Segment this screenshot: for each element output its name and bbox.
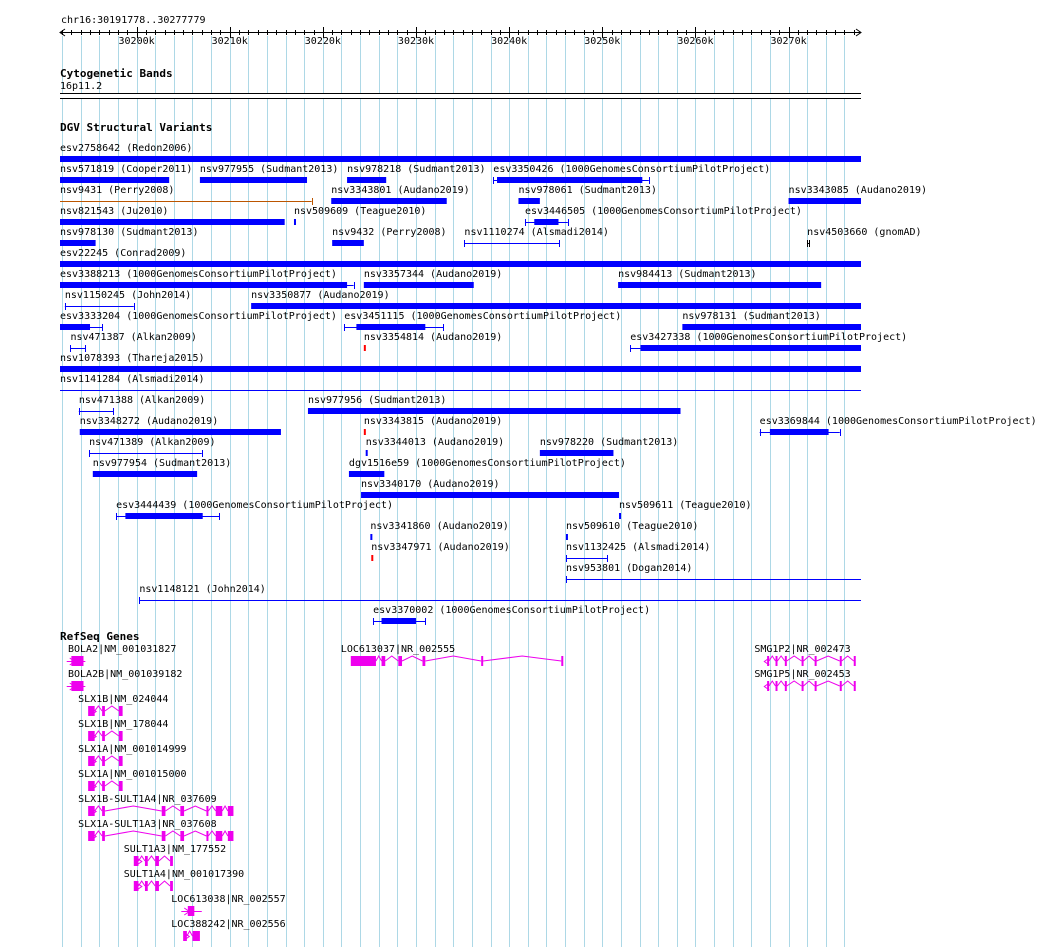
refseq-exon [854,656,856,666]
dgv-feature-label: esv3370002 (1000GenomesConsortiumPilotProject) [373,605,651,616]
refseq-gene[interactable] [0,879,890,893]
refseq-gene[interactable] [0,829,890,843]
refseq-intron [165,831,180,836]
refseq-intron [95,781,102,786]
dgv-feature[interactable] [0,470,890,480]
refseq-exon [776,681,778,691]
refseq-gene-label: SLX1B-SULT1A4|NR_037609 [78,794,217,805]
dgv-bar [60,156,861,162]
dgv-feature-label: esv3446505 (1000GenomesConsortiumPilotProject) [524,206,802,217]
refseq-intron [95,831,102,836]
dgv-feature-label: nsv1150245 (John2014) [64,290,192,301]
refseq-exon [228,831,234,841]
ruler-tick-label: 30210k [211,36,248,47]
refseq-gene[interactable] [0,779,890,793]
dgv-feature-label: nsv3340170 (Audano2019) [361,479,500,490]
dgv-feature-label: nsv978218 (Sudmant2013) [347,164,486,175]
dgv-feature-label: nsv977954 (Sudmant2013) [92,458,232,469]
refseq-intron [787,681,802,686]
dgv-track-title[interactable]: DGV Structural Variants [60,121,213,134]
refseq-intron [95,756,102,761]
refseq-intron [208,806,215,811]
ruler-tick-label: 30220k [304,36,341,47]
dgv-feature-label: nsv3348272 (Audano2019) [79,416,219,427]
dgv-bar [60,366,861,372]
refseq-exon [119,706,123,716]
refseq-exon [192,931,199,941]
refseq-intron [95,806,102,811]
dgv-feature-label: dgv1516e59 (1000GenomesConsortiumPilotProject) [348,458,626,469]
refseq-intron [777,656,784,661]
refseq-exon [802,656,804,666]
dgv-bar [294,219,296,225]
dgv-feature-label: nsv3343085 (Audano2019) [788,185,928,196]
dgv-feature-label: nsv9431 (Perry2008) [60,185,175,196]
refseq-intron [105,706,119,711]
refseq-intron [816,656,839,661]
dgv-bar [366,450,368,456]
refseq-gene[interactable] [0,679,890,693]
dgv-feature-label: nsv471389 (Alkan2009) [89,437,216,448]
refseq-intron [105,781,119,786]
refseq-exon [145,881,148,891]
dgv-feature-label: nsv509611 (Teague2010) [619,500,752,511]
dgv-feature-label: nsv4503660 (gnomAD) [807,227,922,238]
refseq-intron [777,681,784,686]
refseq-exon [776,656,778,666]
ruler-tick-label: 30260k [677,36,714,47]
dgv-feature-label: nsv978130 (Sudmant2013) [60,227,199,238]
refseq-exon [785,681,787,691]
dgv-feature-label: nsv977956 (Sudmant2013) [307,395,447,406]
refseq-gene[interactable] [0,754,890,768]
refseq-exon [815,681,817,691]
refseq-intron [148,856,155,861]
dgv-feature-label: nsv3350877 (Audano2019) [251,290,390,301]
refseq-exon [170,856,173,866]
refseq-intron [105,831,162,836]
refseq-exon [102,831,105,841]
dgv-feature[interactable] [0,302,890,312]
dgv-feature-label: nsv9432 (Perry2008) [332,227,447,238]
dgv-feature-label: nsv3341860 (Audano2019) [370,521,509,532]
refseq-exon [119,781,123,791]
dgv-bar [371,555,373,561]
refseq-gene-label: LOC388242|NR_002556 [171,919,286,930]
dgv-feature-label: esv22245 (Conrad2009) [60,248,187,259]
refseq-intron [95,706,102,711]
refseq-exon [216,831,223,841]
dgv-feature-label: esv3388213 (1000GenomesConsortiumPilotProject) [60,269,337,280]
refseq-gene-label: BOLA2|NM_001031827 [68,644,177,655]
refseq-exon [206,831,208,841]
dgv-bar [361,492,619,498]
dgv-bar [125,513,202,519]
dgv-feature-label: nsv984413 (Sudmant2013) [618,269,757,280]
dgv-feature-label: esv3369844 (1000GenomesConsortiumPilotProject) [759,416,1037,427]
dgv-feature-label: esv3350426 (1000GenomesConsortiumPilotProject) [493,164,771,175]
refseq-intron [159,881,170,886]
refseq-intron [184,831,206,836]
ruler-tick-label: 30250k [584,36,621,47]
dgv-feature-label: esv3451115 (1000GenomesConsortiumPilotProject) [344,311,622,322]
refseq-exon [119,756,123,766]
dgv-feature-label: nsv977955 (Sudmant2013) [199,164,339,175]
refseq-gene-label: SLX1A|NM_001014999 [78,744,187,755]
dgv-feature-label: nsv3354814 (Audano2019) [363,332,503,343]
dgv-feature[interactable] [0,197,890,207]
refseq-gene[interactable] [0,704,890,718]
refseq-gene-label: LOC613038|NR_002557 [171,894,286,905]
refseq-intron [165,806,180,811]
dgv-feature-label: nsv953801 (Dogan2014) [565,563,693,574]
refseq-exon [162,806,166,816]
ruler-tick-label: 30200k [118,36,155,47]
refseq-exon [206,806,208,816]
refseq-exon [102,731,105,741]
refseq-intron [159,856,170,861]
dgv-bar [364,282,474,288]
refseq-gene-label: SMG1P5|NR_002453 [754,669,851,680]
refseq-exon [815,656,817,666]
refseq-exon [162,831,166,841]
refseq-exon [102,706,105,716]
refseq-intron [842,656,854,661]
dgv-feature-label: nsv3347971 (Audano2019) [371,542,510,553]
refseq-gene-label: SMG1P2|NR_002473 [754,644,851,655]
refseq-exon [840,656,842,666]
refseq-exon [802,681,804,691]
refseq-intron [222,806,228,811]
refseq-gene[interactable] [0,729,890,743]
dgv-feature-label: nsv3357344 (Audano2019) [363,269,503,280]
refseq-intron [803,681,814,686]
refseq-gene-label: SLX1A|NM_001015000 [78,769,187,780]
ruler-tick-label: 30240k [491,36,528,47]
refseq-exon [180,806,184,816]
refseq-gene-label: BOLA2B|NM_001039182 [68,669,183,680]
dgv-feature-label: nsv509609 (Teague2010) [293,206,427,217]
refseq-exon [854,681,856,691]
dgv-feature-label: nsv978061 (Sudmant2013) [518,185,657,196]
dgv-feature-label: nsv3344013 (Audano2019) [365,437,505,448]
range-label: chr16:30191778..30277779 [61,15,206,26]
dgv-feature-label: nsv471387 (Alkan2009) [70,332,197,343]
dgv-bar [60,261,861,267]
refseq-gene-label: SULT1A3|NM_177552 [123,844,227,855]
refseq-exon [840,681,842,691]
refseq-gene-label: SLX1B|NM_178044 [78,719,169,730]
refseq-exon [785,656,787,666]
dgv-bar [332,240,364,246]
refseq-exon [180,831,184,841]
refseq-exon [155,881,159,891]
refseq-gene[interactable] [0,854,890,868]
dgv-feature-label: nsv471388 (Alkan2009) [78,395,206,406]
dgv-feature-label: esv3427338 (1000GenomesConsortiumPilotProject) [630,332,908,343]
refseq-exon [119,731,123,741]
dgv-feature-label: esv2758642 (Redon2006) [60,143,193,154]
dgv-bar [364,345,366,351]
dgv-feature[interactable] [0,617,890,627]
refseq-exon [145,856,148,866]
dgv-feature[interactable] [0,554,890,564]
dgv-feature[interactable] [0,239,890,249]
ruler-tick-label: 30230k [397,36,435,47]
dgv-bar [356,324,425,330]
refseq-gene[interactable] [0,654,890,668]
dgv-feature-label: nsv1132425 (Alsmadi2014) [565,542,711,553]
refseq-gene[interactable] [0,929,890,943]
dgv-bar [497,177,642,183]
dgv-feature[interactable] [0,449,890,459]
dgv-feature-label: nsv1141284 (Alsmadi2014) [60,374,205,385]
dgv-feature-label: nsv571819 (Cooper2011) [60,164,193,175]
ruler-tick-label: 30270k [770,36,807,47]
refseq-intron [816,681,839,686]
refseq-gene[interactable] [0,904,890,918]
dgv-bar [518,198,539,204]
refseq-intron [769,656,776,661]
refseq-gene-label: SULT1A4|NM_001017390 [123,869,245,880]
refseq-intron [787,656,802,661]
refseq-intron [148,881,155,886]
refseq-exon [155,856,159,866]
cytoband-track-title[interactable]: Cytogenetic Bands [60,67,173,80]
refseq-intron [105,731,119,736]
refseq-gene-label: LOC613037|NR_002555 [340,644,456,655]
refseq-intron [222,831,228,836]
refseq-intron [769,681,776,686]
dgv-feature-label: nsv978220 (Sudmant2013) [539,437,679,448]
dgv-bar [93,471,197,477]
dgv-feature-label: nsv3343815 (Audano2019) [363,416,503,427]
refseq-intron [803,656,814,661]
dgv-feature-label: esv3333204 (1000GenomesConsortiumPilotProject) [60,311,337,322]
dgv-feature-label: nsv1110274 (Alsmadi2014) [464,227,609,238]
refseq-gene-label: SLX1B|NM_024044 [78,694,169,705]
refseq-intron [184,806,206,811]
refseq-track-title[interactable]: RefSeq Genes [60,630,140,643]
refseq-intron [105,806,162,811]
refseq-gene-label: SLX1A-SULT1A3|NR_037608 [78,819,217,830]
dgv-feature[interactable] [0,575,890,585]
dgv-feature-label: nsv1148121 (John2014) [139,584,266,595]
dgv-bar [382,618,416,624]
dgv-feature-label: nsv978131 (Sudmant2013) [682,311,821,322]
refseq-intron [208,831,215,836]
refseq-exon [102,756,105,766]
refseq-exon [228,806,234,816]
refseq-intron [105,756,119,761]
dgv-feature-label: nsv509610 (Teague2010) [565,521,699,532]
refseq-exon [102,781,105,791]
dgv-feature[interactable] [0,344,890,354]
refseq-intron [95,731,102,736]
dgv-bar [370,534,372,540]
dgv-feature-label: nsv3343801 (Audano2019) [331,185,470,196]
dgv-feature-label: nsv821543 (Ju2010) [60,206,169,217]
refseq-gene[interactable] [0,804,890,818]
dgv-bar [364,429,366,435]
dgv-feature-label: nsv1078393 (Thareja2015) [60,353,205,364]
refseq-exon [102,806,105,816]
dgv-feature-label: esv3444439 (1000GenomesConsortiumPilotProject) [116,500,394,511]
cytoband-label: 16p11.2 [60,81,103,92]
refseq-intron [842,681,854,686]
refseq-exon [216,806,223,816]
refseq-exon [170,881,173,891]
